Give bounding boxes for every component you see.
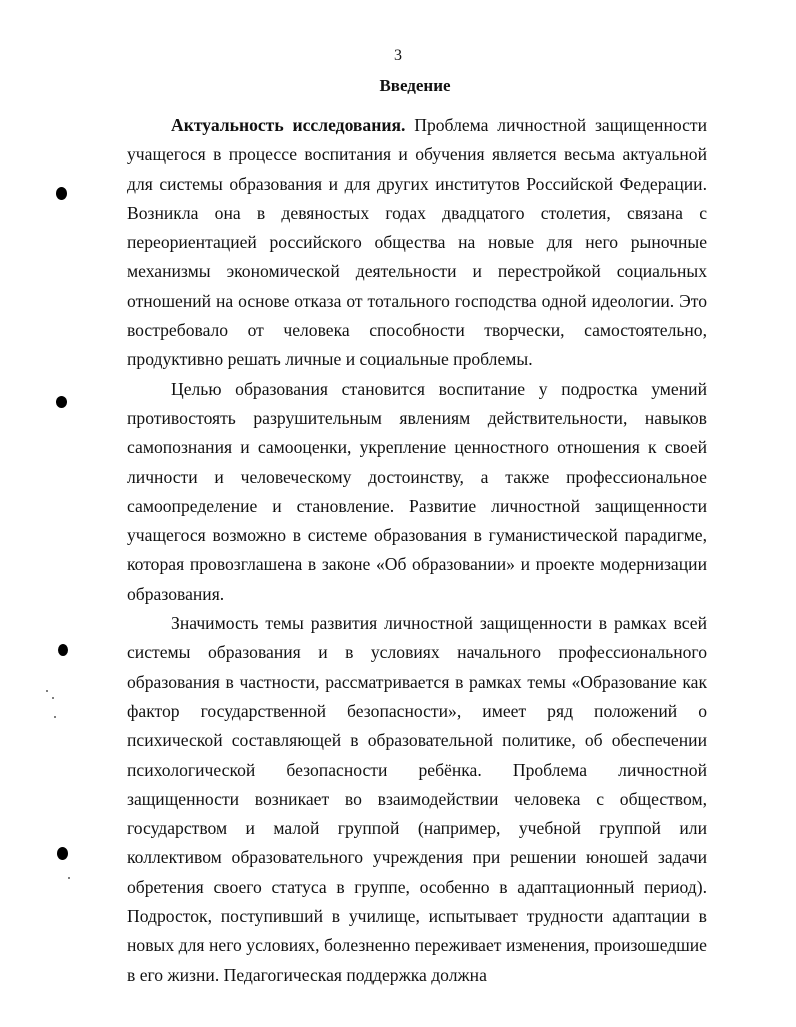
- punch-hole-mark: [58, 644, 68, 656]
- paragraph-goal: [127, 375, 707, 609]
- punch-hole-mark: [57, 847, 68, 860]
- paragraph-significance: [127, 609, 707, 990]
- punch-hole-mark: [56, 187, 67, 200]
- scan-speck: [52, 697, 54, 699]
- punch-hole-mark: [56, 396, 67, 408]
- page-title: Введение: [379, 76, 451, 95]
- paragraph-lead: Актуальность исследования.: [171, 115, 406, 135]
- paragraph-text: Значимость темы развития личностной защищенности в рамках всей системы образования и в условиях начального профессионального образования в частности, рассматривается в рамках темы «Образование как фактор государственной безопасности», имеет ряд положений о психической составляющей в образовательной политике, об обеспечении психологической безопасности ребёнка. Проблема личностной защищенности возникает во взаимодействии человека с обществом, государством и малой группой (например, учебной группой или коллективом образовательного учреждения при решении юношей задачи обретения своего статуса в группе, особенно в адаптационный период). Подросток, поступивший в училище, испытывает трудности адаптации в новых для него условиях, болезненно переживает изменения, произошедшие в его жизни. Педагогическая поддержка должна: [127, 613, 707, 985]
- page-number: 3: [394, 47, 402, 64]
- document-body: [127, 111, 707, 990]
- scan-speck: [46, 690, 48, 692]
- paragraph-relevance: [127, 111, 707, 375]
- paragraph-text: Проблема личностной защищенности учащегося в процессе воспитания и обучения является весьма актуальной для системы образования и для других институтов Российской Федерации. Возникла она в девяностых годах двадцатого столетия, связана с переориентацией российского общества на новые для него рыночные механизмы экономической деятельности и перестройкой социальных отношений на основе отказа от тотального господства одной идеологии. Это востребовало от человека способности творчески, самостоятельно, продуктивно решать личные и социальные проблемы.: [127, 115, 708, 370]
- scan-speck: [68, 877, 70, 879]
- paragraph-text: Целью образования становится воспитание у подростка умений противостоять разрушительным явлениям действительности, навыков самопознания и самооценки, укрепление ценностного отношения к своей личности и человеческому достоинству, а также профессиональное самоопределение и становление. Развитие личностной защищенности учащегося возможно в системе образования в гуманистической парадигме, которая провозглашена в законе «Об образовании» и проекте модернизации образования.: [127, 378, 707, 604]
- scan-speck: [54, 716, 56, 718]
